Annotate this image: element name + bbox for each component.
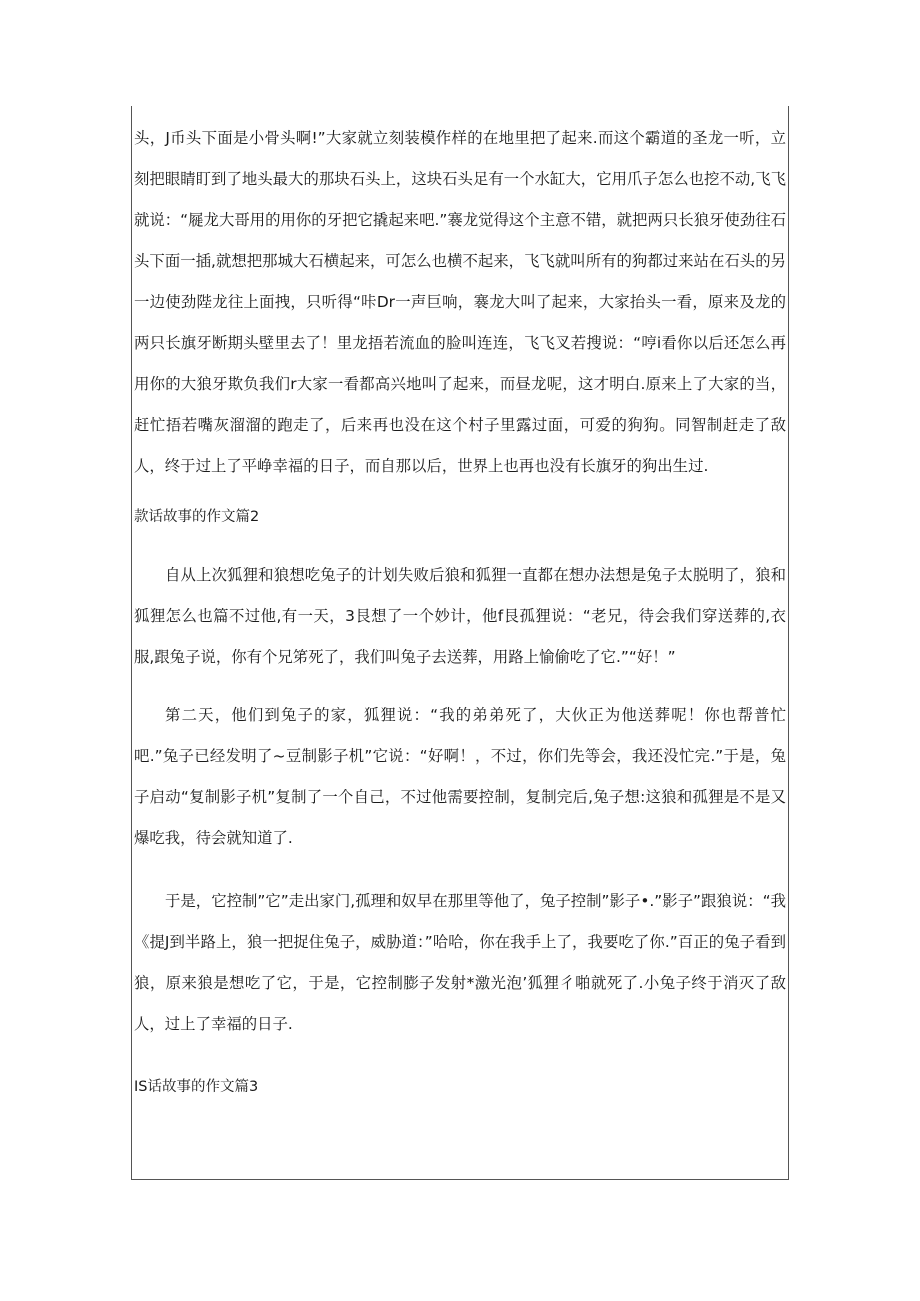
paragraph-continuation: 头，J币头下面是小骨头啊!”大家就立刻装模作样的在地里把了起来.而这个霸道的圣龙一听，立刻把眼睛盯到了地头最大的那块石头上，这块石头足有一个水缸大，它用爪子怎么也挖不动,飞飞就说：“屣龙大哥用的用你的牙把它撬起来吧.”褰龙觉得这个主意不错，就把两只长狼牙使劲往石头下面一插,就想把那城大石横起来，可怎么也横不起来，飞飞就叫所有的狗都过来站在石头的另一边使劲陛龙往上面拽，只听得“咔Dr一声巨响，褰龙大叫了起来，大家抬头一看，原来及龙的两只长旗牙断期头壁里去了！里龙捂若流血的脸叫连连，飞飞叉若搜说：“哼i看你以后还怎么再用你的大狼牙欺负我们r大家一看都高兴地叫了起来，而昼龙呢，这才明白.原来上了大家的当，赶忙捂若嘴灰溜溜的跑走了，后来再也没在这个村子里露过面，可爱的狗狗。同智制赶走了敌人，终于过上了平峥幸福的日子，而自那以后，世界上也再也没有长旗牙的狗出生过. — [134, 129, 786, 475]
paragraph-story-2-part-2: 第二天，他们到兔子的家，狐狸说：“我的弟弟死了，大伙正为他送葬呢！你也帮普忙吧.”兔子已经发明了~豆制影子机”它说：“好啊！，不过，你们先等会，我还没忙完.”于是，兔子启动“复制影子机”复制了一个自己，不过他需要控制，复制完后,兔子想:这狼和孤狸是不是又爆吃我，待会就知道了. — [134, 706, 786, 847]
paragraph-story-2-part-3: 于是，它控制”它”走出家门,孤理和奴早在那里等他了，兔子控制”影子•.”影子”跟狼说：“我《提J到半路上，狼一把捉住兔子，威胁道：”哈哈，你在我手上了，我要吃了你.”百正的兔子看到狼，原来狼是想吃了它，于是，它控制膨子发射*激光泡’狐狸彳啪就死了.小兔子终于消灭了敌人，过上了幸福的日子. — [134, 892, 786, 1033]
section-heading-3: IS话故事的作文篇3 — [134, 1079, 259, 1095]
document-body — [134, 118, 786, 1108]
section-heading-2: 款话故事的作文篇2 — [134, 509, 260, 525]
paragraph-story-2-part-1: 自从上次狐狸和狼想吃兔子的计划失败后狼和狐狸一直都在想办法想是兔子太脱明了，狼和狐狸怎么也篇不过他,有一天，3艮想了一个妙计，他f艮孤狸说：“老兄，待会我们穿送葬的,衣服,跟兔子说，你有个兄笫死了，我们叫兔子去送葬，用路上愉偷吃了它.”“好！” — [134, 566, 786, 666]
